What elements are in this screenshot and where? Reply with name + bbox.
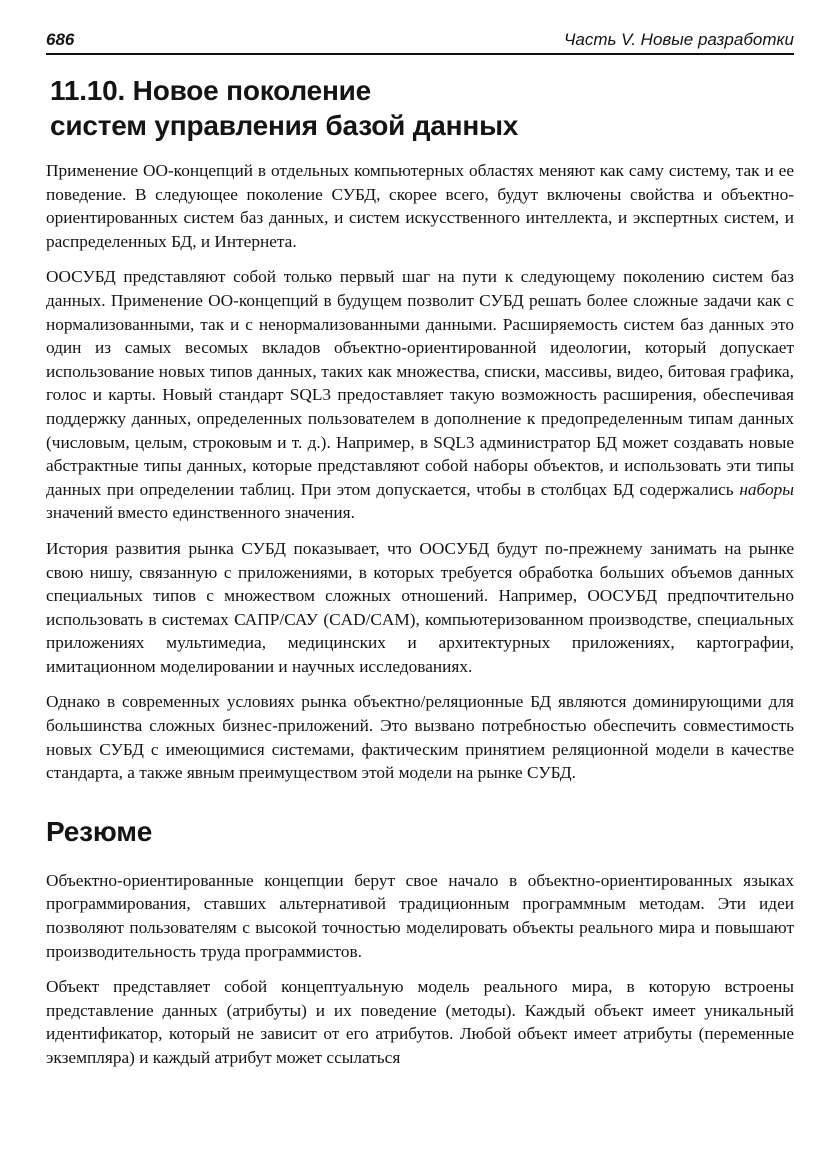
summary-heading: Резюме <box>46 815 153 847</box>
page-number: 686 <box>46 30 75 49</box>
section-heading <box>50 73 794 143</box>
section-paragraph-3: История развития рынка СУБД показывает, что ООСУБД будут по-прежнему занимать на рынке свою нишу, связанную с приложениями, в которых требуется обработка больших объемов данных специальных типов с множеством сложных отношений. Например, ООСУБД предпочтительно использовать в системах САПР/САУ (CAD/CAM), компьютеризованном производстве, специальных приложениях мультимедиа, медицинских и архитектурных приложениях, картографии, имитационном моделировании и научных исследованиях. <box>46 538 794 676</box>
section-paragraph-1: Применение ОО-концепций в отдельных компьютерных областях меняют как саму систему, так и ее поведение. В следующее поколение СУБД, скорее всего, будут включены свойства и объектно-ориентированных систем баз данных, и систем искусственного интеллекта, и экспертных систем, и распределенных БД, и Интернета. <box>46 161 794 251</box>
section-heading-line-2: систем управления базой данных <box>50 110 519 141</box>
paragraph-text: ООСУБД представляют собой только первый шаг на пути к следующему поколению систем баз данных. Применение ОО-концепций в будущем позволит СУБД решать более сложные задачи как с нормализованными, так и с ненормализованными данными. Расширяемость систем баз данных это один из самых весомых вкладов объектно-ориентированной идеологии, который допускает использование новых типов данных, таких как множества, списки, массивы, видео, битовая графика, голос и карты. Новый стандарт SQL3 предоставляет такую возможность расширения, обеспечивая поддержку данных, определенных пользователем в дополнение к предопределенным типам данных (числовым, целым, строковым и т. д.). Например, в SQL3 администратор БД может создавать новые абстрактные типы данных, которые представляют собой наборы объектов, и использовать эти типы данных при определении таблиц. При этом допускается, чтобы в столбцах БД содержались <box>46 267 794 499</box>
book-page <box>46 30 794 1082</box>
section-paragraph-2 <box>46 265 794 525</box>
section-paragraph-4: Однако в современных условиях рынка объектно/реляционные БД являются доминирующими для большинства сложных бизнес-приложений. Это вызвано потребностью обеспечить совместимость новых СУБД с имеющимися системами, фактическим принятием реляционной модели в качестве стандарта, а также явным преимуществом этой модели на рынке СУБД. <box>46 692 794 783</box>
summary-paragraph-1: Объектно-ориентированные концепции берут свое начало в объектно-ориентированных языках программирования, ставших альтернативой традиционным программным методам. Эти идеи позволяют пользователям с высокой точностью моделировать объекты реального мира и повышают производительность труда программистов. <box>46 870 794 961</box>
running-header <box>46 30 794 55</box>
part-title: Часть V. Новые разработки <box>563 30 794 49</box>
paragraph-text: значений вместо единственного значения. <box>46 503 355 523</box>
section-heading-line-1: 11.10. Новое поколение <box>50 75 372 106</box>
emphasis-text: наборы <box>739 479 794 499</box>
summary-paragraph-2: Объект представляет собой концептуальную модель реального мира, в которую встроены представление данных (атрибуты) и их поведение (методы). Каждый объект имеет уникальный идентификатор, который не зависит от его атрибутов. Любой объект имеет атрибуты (переменные экземпляра) и каждый атрибут может ссылаться <box>46 977 794 1067</box>
